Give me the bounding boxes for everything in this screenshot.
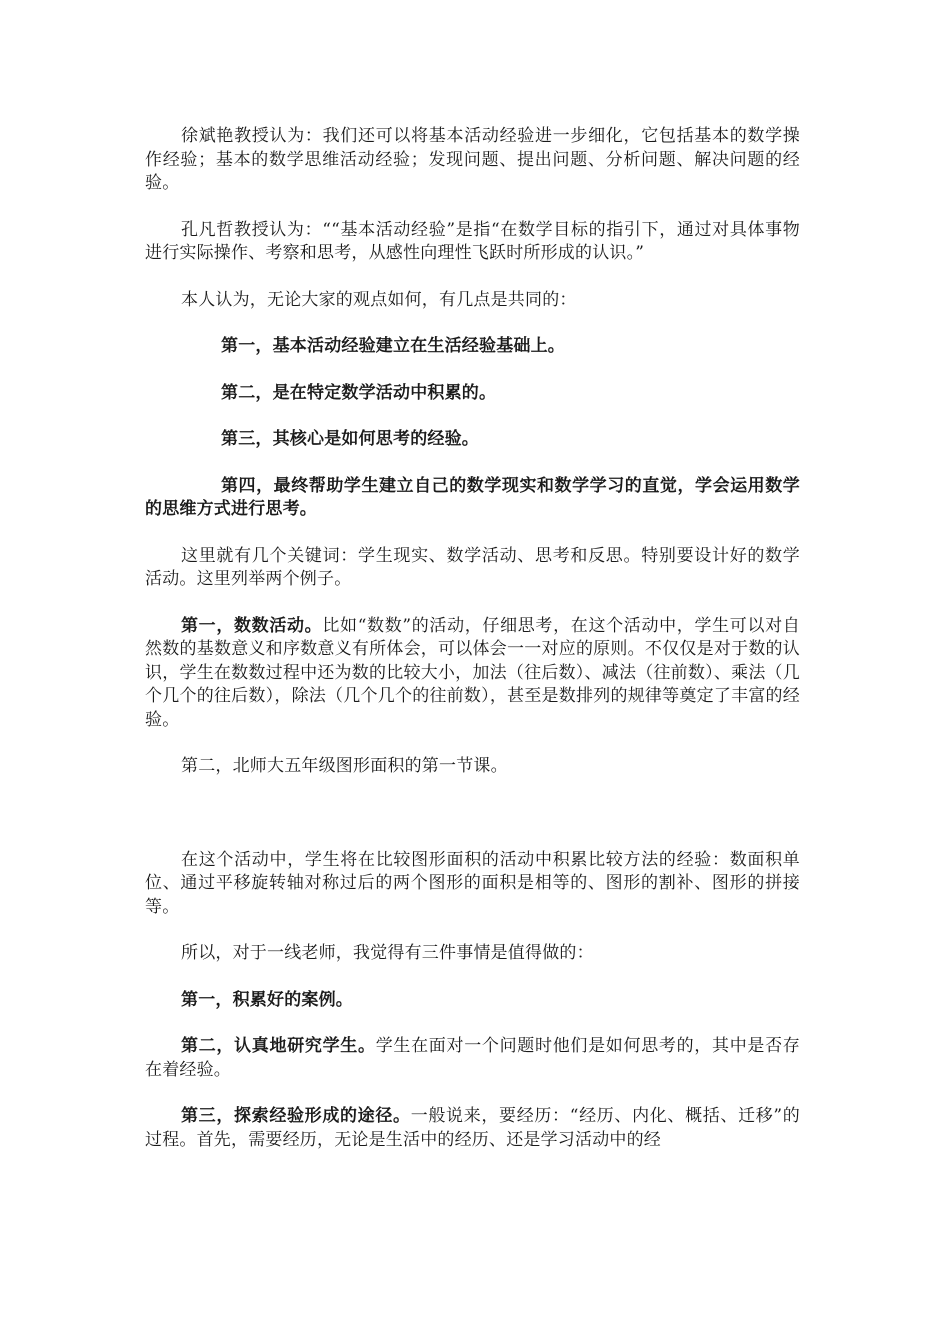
todo-three-body: 一般说来，要经历：“经历、内化、概括、迁移”的过程。首先，需要经历，无论是生活中的经历、还是学习活动中的经 bbox=[145, 1106, 800, 1150]
todo-two-lead: 第二，认真地研究学生。 bbox=[181, 1036, 376, 1056]
paragraph-xu-binyan: 徐斌艳教授认为：我们还可以将基本活动经验进一步细化，它包括基本的数学操作经验；基本的数学思维活动经验；发现问题、提出问题、分析问题、解决问题的经验。 bbox=[145, 126, 800, 193]
point-one: 第一，基本活动经验建立在生活经验基础上。 bbox=[221, 336, 565, 356]
paragraph-activity: 在这个活动中，学生将在比较图形面积的活动中积累比较方法的经验：数面积单位、通过平移旋转轴对称过后的两个图形的面积是相等的、图形的割补、图形的拼接等。 bbox=[145, 849, 800, 917]
paragraph-teachers: 所以，对于一线老师，我觉得有三件事情是值得做的： bbox=[181, 943, 594, 963]
paragraph-keywords: 这里就有几个关键词：学生现实、数学活动、思考和反思。特别要设计好的数学活动。这里列举两个例子。 bbox=[145, 545, 800, 589]
todo-three-lead: 第三，探索经验形成的途径。 bbox=[181, 1106, 411, 1126]
example-one-body: 比如“数数”的活动，仔细思考，在这个活动中，学生可以对自然数的基数意义和序数意义有所体会，可以体会一一对应的原则。不仅仅是对于数的认识，学生在数数过程中还为数的比较大小，加法（往后数）、减法（往前数）、乘法（几个几个的往后数），除法（几个几个的往前数），甚至是数排列的规律等奠定了丰富的经验。 bbox=[145, 615, 800, 730]
paragraph-kong-fanzhe: 孔凡哲教授认为：““基本活动经验”是指“在数学目标的指引下，通过对具体事物进行实际操作、考察和思考，从感性向理性飞跃时所形成的认识。” bbox=[145, 219, 800, 263]
document-page bbox=[145, 125, 800, 1175]
point-two: 第二，是在特定数学活动中积累的。 bbox=[221, 382, 497, 403]
example-one-lead: 第一，数数活动。 bbox=[181, 615, 323, 636]
example-one bbox=[145, 615, 800, 733]
paragraph-author-view: 本人认为，无论大家的观点如何，有几点是共同的： bbox=[181, 289, 577, 310]
todo-three bbox=[145, 1105, 800, 1152]
point-four: 第四，最终帮助学生建立自己的数学现实和数学学习的直觉，学会运用数学的思维方式进行思考。 bbox=[145, 475, 800, 519]
todo-one: 第一，积累好的案例。 bbox=[181, 989, 353, 1010]
example-two: 第二，北师大五年级图形面积的第一节课。 bbox=[181, 756, 508, 776]
todo-two-body: 学生在面对一个问题时他们是如何思考的，其中是否存在着经验。 bbox=[145, 1036, 800, 1080]
point-three: 第三，其核心是如何思考的经验。 bbox=[221, 429, 479, 449]
todo-two bbox=[145, 1035, 800, 1082]
blank-gap bbox=[145, 802, 800, 849]
